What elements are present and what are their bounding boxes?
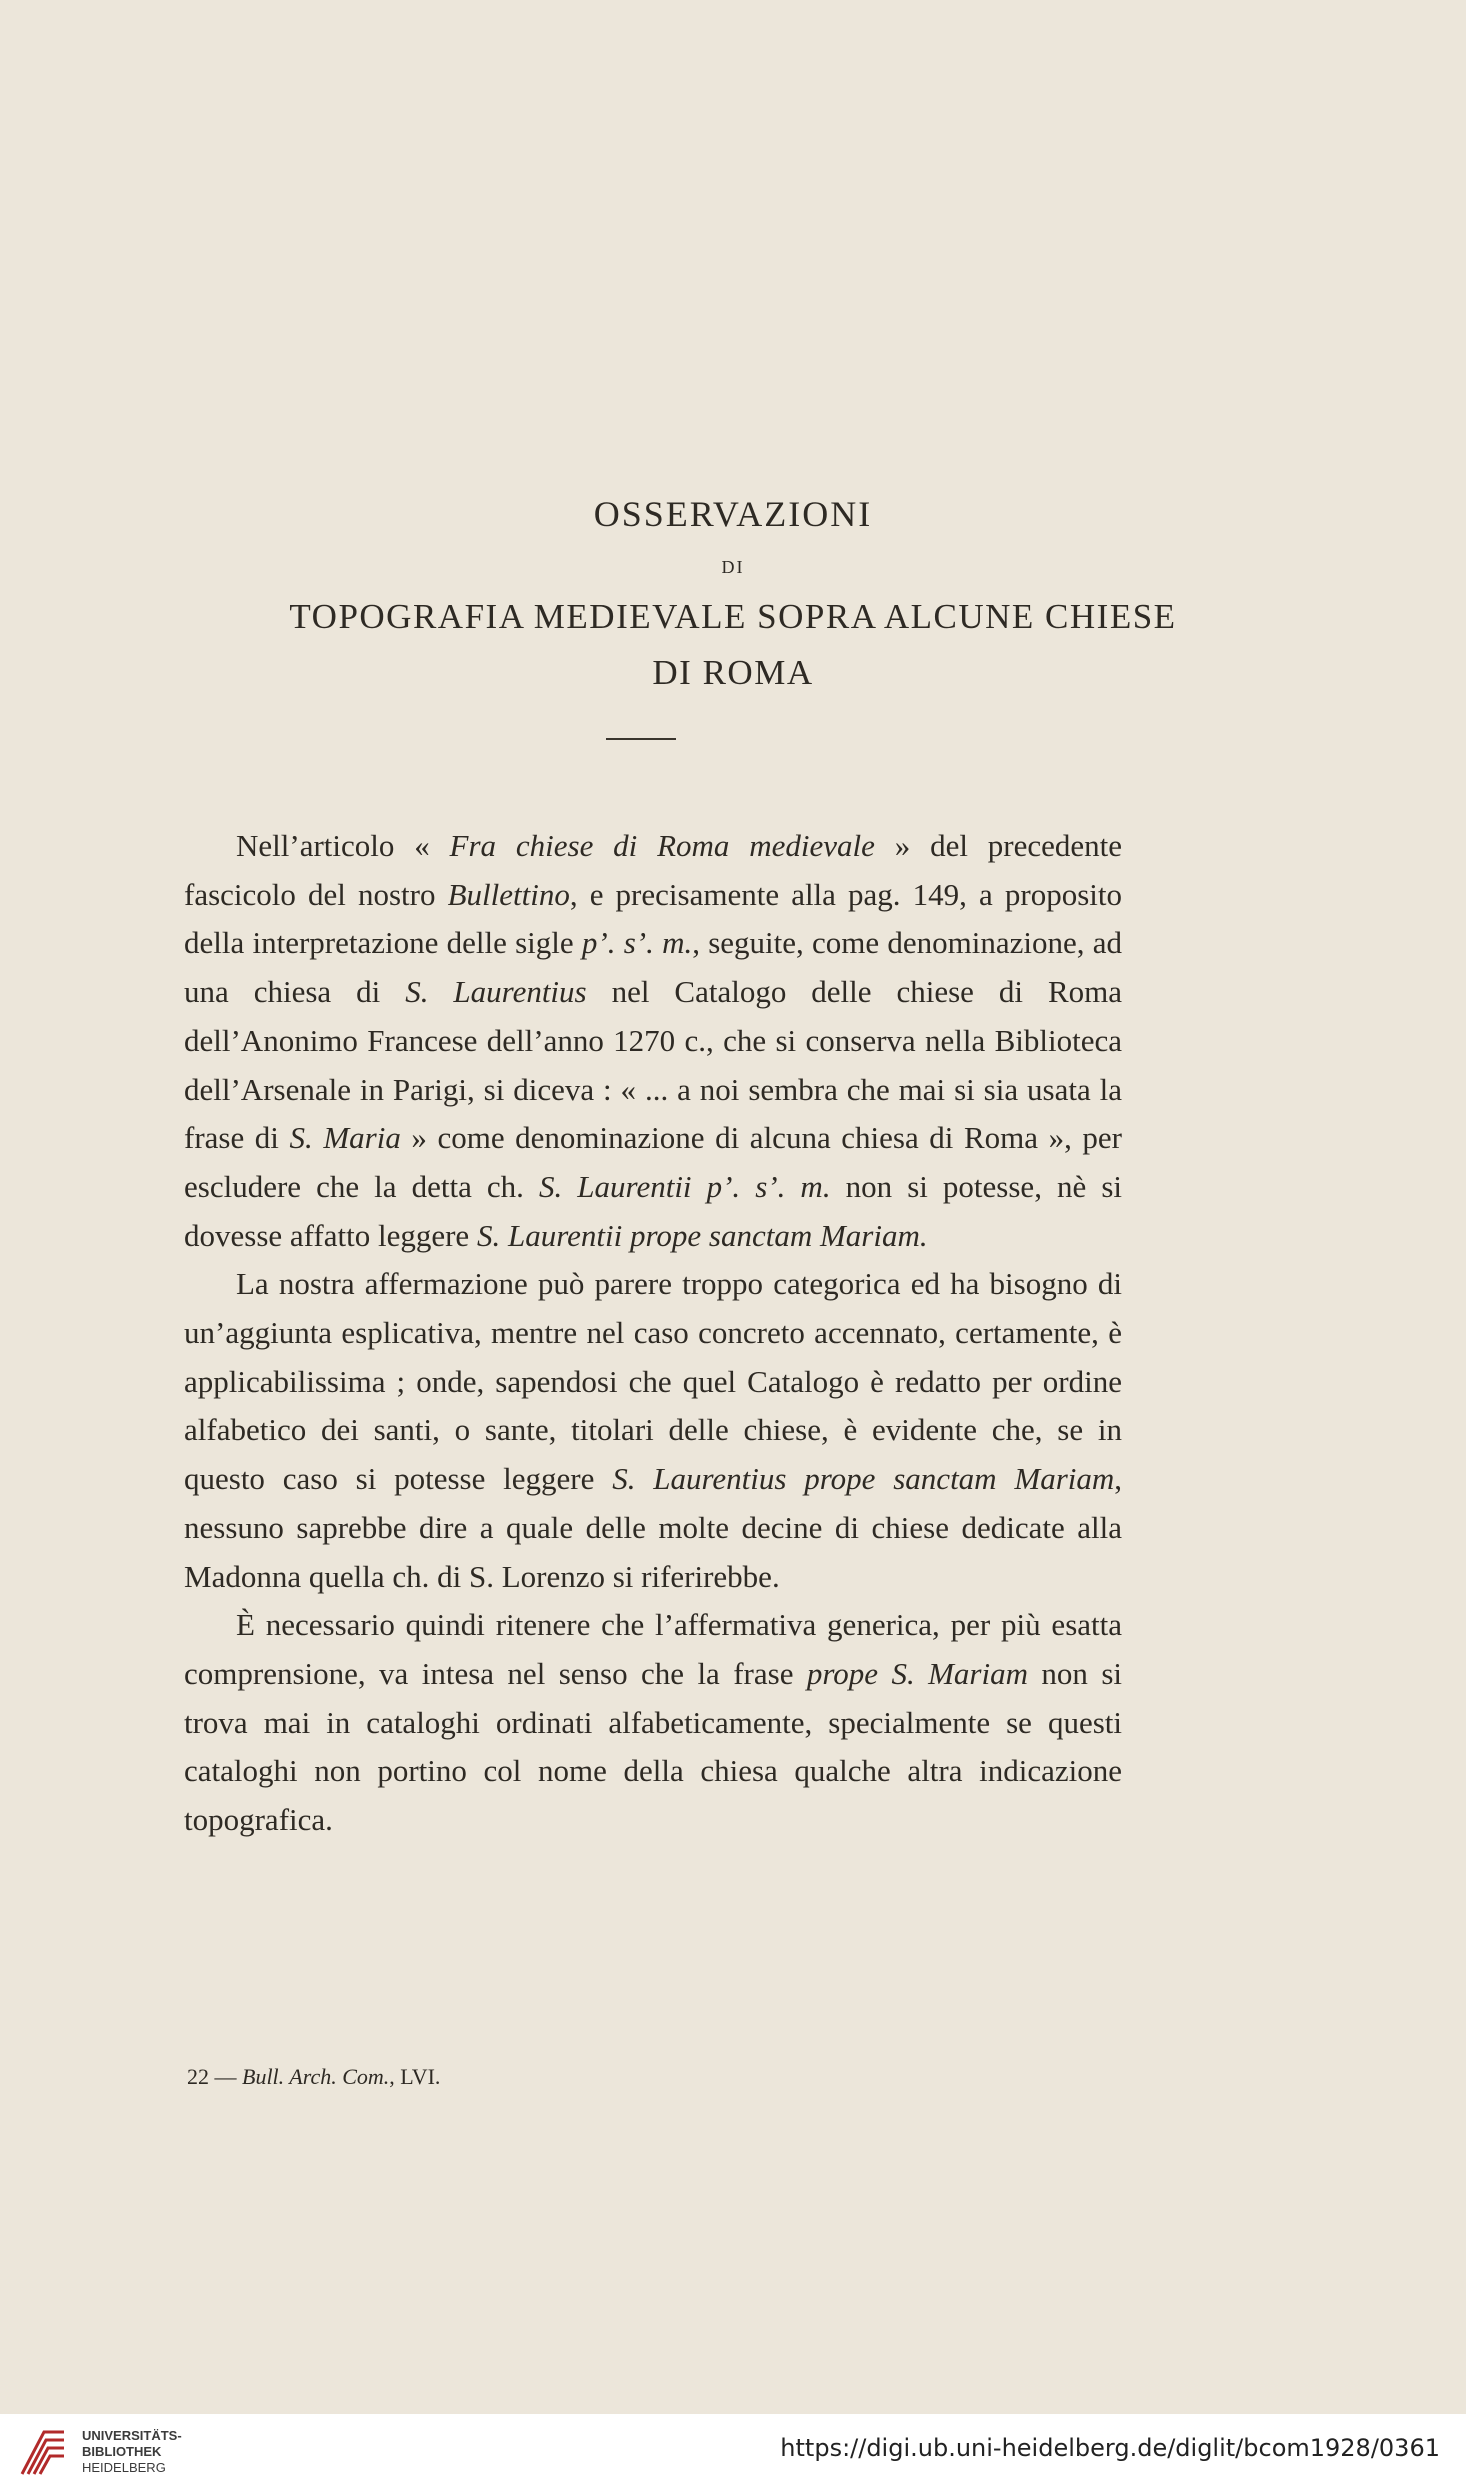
library-name-line1: UNIVERSITÄTS- [82, 2428, 182, 2443]
viewer-footer-bar [0, 2414, 1466, 2488]
text-run: La nostra affermazione può parere troppo categorica ed ha bisogno di un’aggiunta esplicativa, mentre nel caso concreto accennato, certamente, è applicabilissima ; onde, sapendosi che quel Catalogo è redatto per ordine alfabetico dei santi, o sante, titolari delle chiese, è evidente che, se in questo caso si potesse leggere [184, 1266, 1122, 1497]
italic-phrase: S. Laurentii prope sanctam Mariam. [476, 1217, 928, 1253]
italic-phrase: S. Laurentii p’. s’. m. [538, 1168, 831, 1204]
italic-phrase: S. Laurentius prope sanctam Mariam [612, 1461, 1115, 1497]
footer-prefix: 22 — [187, 2064, 242, 2089]
text-run: non si potesse, nè si dovesse affatto leggere [184, 1168, 1122, 1253]
text-run: È necessario quindi ritenere che l’affermativa generica, per più esatta comprensione, va intesa nel senso che la frase [184, 1607, 1122, 1691]
permalink-url[interactable]: https://digi.ub.uni-heidelberg.de/diglit/bcom1928/0361 [780, 2434, 1440, 2462]
article-subtitle-line1: TOPOGRAFIA MEDIEVALE SOPRA ALCUNE CHIESE [289, 597, 1177, 636]
title-divider [606, 738, 676, 740]
italic-phrase: Bullettino [447, 876, 570, 912]
text-run: non si trova mai in cataloghi ordinati alfabeticamente, specialmente se questi cataloghi non portino col nome della chiesa qualche altra indicazione topografica. [184, 1655, 1122, 1838]
body-paragraph [184, 1601, 1122, 1845]
article-title: OSSERVAZIONI [593, 494, 873, 534]
text-run: » del precedente fascicolo del nostro [184, 828, 1122, 912]
body-paragraph [184, 822, 1122, 1260]
italic-phrase: Fra chiese di Roma medievale [449, 828, 875, 863]
footer-journal: Bull. Arch. Com. [242, 2064, 390, 2089]
italic-phrase: p’. s’. m. [581, 925, 693, 961]
page-footer-signature [187, 2064, 440, 2090]
text-run: , seguite, come denominazione, ad una chiesa di [184, 925, 1122, 1010]
article-body [184, 822, 1122, 1845]
text-run: nel Catalogo delle chiese di Roma dell’Anonimo Francese dell’anno 1270 c., che si conserva nella Biblioteca dell’Arsenale in Parigi, si diceva : « ... a noi sembra che mai si sia usata la frase di [184, 974, 1123, 1156]
text-run: Nell’articolo « [236, 828, 450, 863]
italic-phrase: S. Maria [289, 1120, 401, 1156]
footer-suffix: , LVI. [389, 2064, 441, 2089]
library-name[interactable] [82, 2428, 182, 2476]
text-run: , nessuno saprebbe dire a quale delle molte decine di chiese dedicate alla Madonna quella ch. di S. Lorenzo si riferirebbe. [184, 1461, 1123, 1594]
article-subtitle-line2: DI ROMA [652, 653, 814, 692]
library-name-line3: HEIDELBERG [82, 2460, 166, 2475]
text-run: , e precisamente alla pag. 149, a proposito della interpretazione delle sigle [184, 876, 1122, 961]
italic-phrase: S. Laurentius [405, 974, 587, 1010]
library-name-line2: BIBLIOTHEK [82, 2444, 162, 2459]
title-connector: DI [721, 557, 745, 577]
library-logo-icon[interactable] [16, 2426, 70, 2478]
text-run: » come denominazione di alcuna chiesa di Roma », per escludere che la detta ch. [184, 1120, 1123, 1204]
body-paragraph [184, 1260, 1122, 1601]
italic-phrase: prope S. Mariam [806, 1655, 1028, 1691]
